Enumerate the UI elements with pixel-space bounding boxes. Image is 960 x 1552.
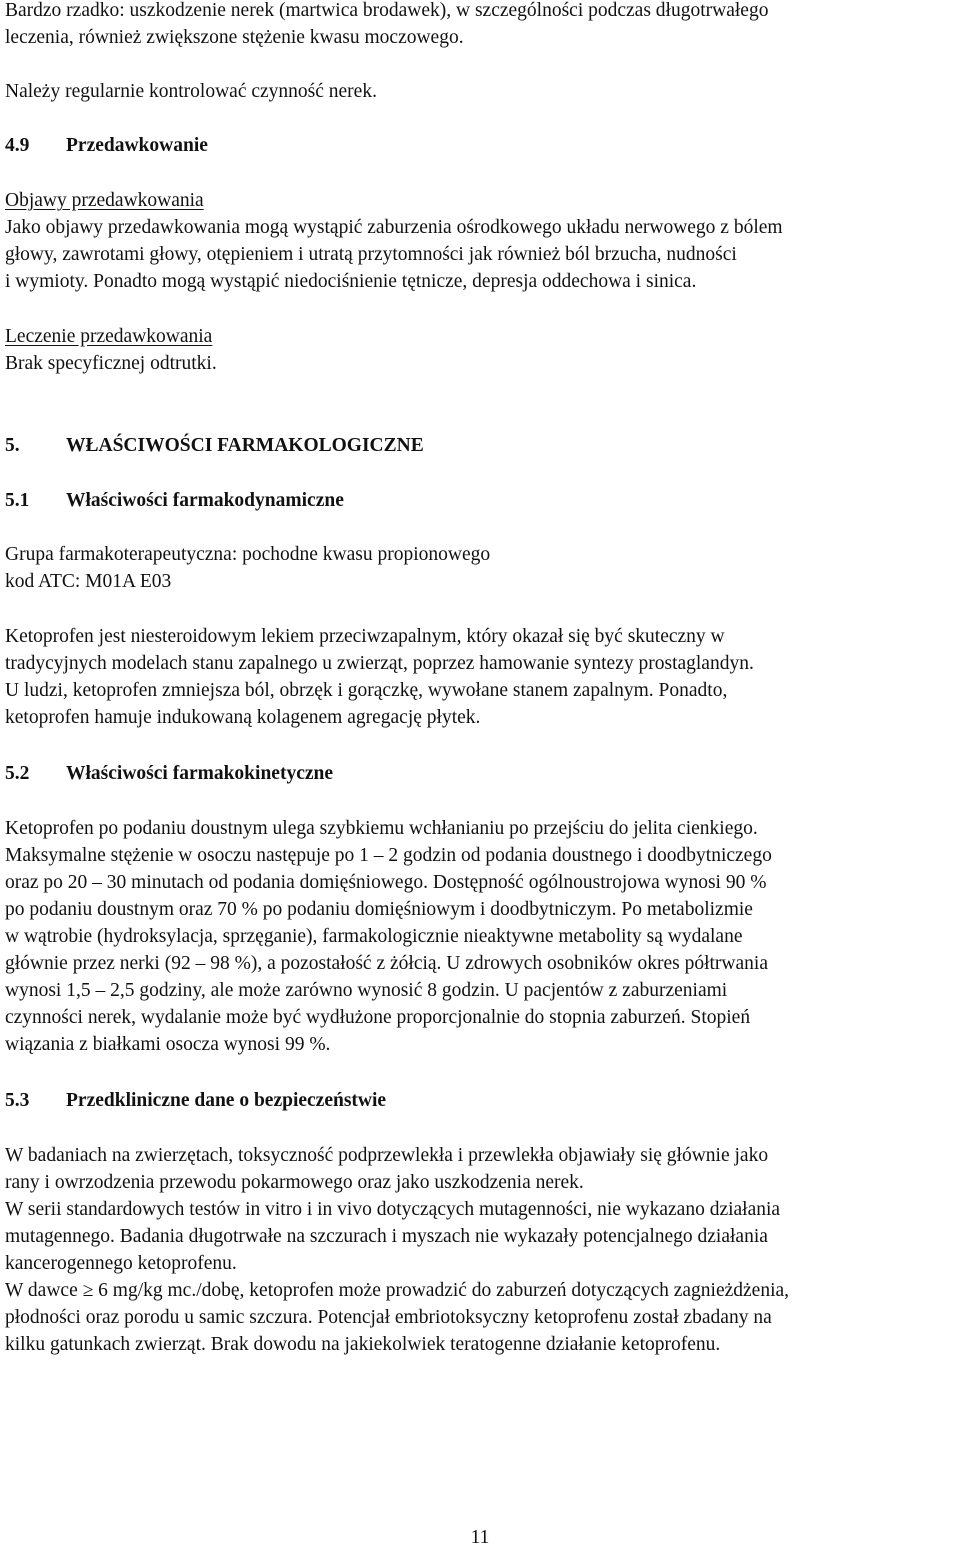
section-heading-4-9 (5, 132, 208, 159)
section-number: 5.3 (5, 1090, 30, 1111)
paragraph-line: W dawce ≥ 6 mg/kg mc./dobę, ketoprofen może prowadzić do zaburzeń dotyczących zagnieżdżenia, (5, 1280, 790, 1301)
paragraph-line: wynosi 1,5 – 2,5 godziny, ale może zarówno wynosić 8 godzin. U pacjentów z zaburzeniami (5, 980, 728, 1001)
section-title: Właściwości farmakodynamiczne (66, 490, 344, 511)
paragraph-line: Maksymalne stężenie w osoczu następuje po 1 – 2 godzin od podania doustnego i doodbytniczego (5, 845, 772, 866)
subheading-symptoms: Objawy przedawkowania (5, 190, 204, 211)
paragraph-line: po podaniu doustnym oraz 70 % po podaniu domięśniowym i doodbytniczym. Po metabolizmie (5, 899, 753, 920)
paragraph-line: W badaniach na zwierzętach, toksyczność podprzewlekła i przewlekła objawiały się głównie jako (5, 1145, 769, 1166)
paragraph-line: głowy, zawrotami głowy, otępieniem i utratą przytomności jak również ból brzucha, nudności (5, 244, 737, 265)
paragraph-line: kancerogennego ketoprofenu. (5, 1253, 237, 1274)
paragraph-line: Ketoprofen po podaniu doustnym ulega szybkiemu wchłanianiu po przejściu do jelita cienkiego. (5, 818, 758, 839)
paragraph-line: Ketoprofen jest niesteroidowym lekiem przeciwzapalnym, który okazał się być skuteczny w (5, 626, 725, 647)
section-title: Właściwości farmakokinetyczne (66, 763, 334, 784)
section-title: Przedkliniczne dane o bezpieczeństwie (66, 1090, 387, 1111)
intro-line: leczenia, również zwiększone stężenie kwasu moczowego. (5, 27, 464, 48)
paragraph-line: wiązania z białkami osocza wynosi 99 %. (5, 1034, 331, 1055)
paragraph-line: W serii standardowych testów in vitro i in vivo dotyczących mutagenności, nie wykazano działania (5, 1199, 781, 1220)
section-title: WŁAŚCIWOŚCI FARMAKOLOGICZNE (66, 435, 424, 456)
section-heading-5-1 (5, 487, 344, 514)
section-heading-5-3 (5, 1087, 386, 1114)
paragraph-line: Jako objawy przedawkowania mogą wystąpić zaburzenia ośrodkowego układu nerwowego z bólem (5, 217, 783, 238)
paragraph-line: Grupa farmakoterapeutyczna: pochodne kwasu propionowego (5, 544, 491, 565)
subheading-treatment: Leczenie przedawkowania (5, 326, 213, 347)
section-heading-5 (5, 432, 424, 459)
paragraph-line: głównie przez nerki (92 – 98 %), a pozostałość z żółcią. U zdrowych osobników okres półtrwania (5, 953, 768, 974)
paragraph-line: płodności oraz porodu u samic szczura. Potencjał embriotoksyczny ketoprofenu został zbadany na (5, 1307, 772, 1328)
paragraph-line: i wymioty. Ponadto mogą wystąpić niedociśnienie tętnicze, depresja oddechowa i sinica. (5, 271, 697, 292)
paragraph-line: rany i owrzodzenia przewodu pokarmowego oraz jako uszkodzenia nerek. (5, 1172, 584, 1193)
paragraph-line: kod ATC: M01A E03 (5, 571, 172, 592)
section-number: 4.9 (5, 135, 30, 156)
section-number: 5.2 (5, 763, 30, 784)
paragraph-line: U ludzi, ketoprofen zmniejsza ból, obrzęk i gorączkę, wywołane stanem zapalnym. Ponadto, (5, 680, 728, 701)
paragraph-line: czynności nerek, wydalanie może być wydłużone proporcjonalnie do stopnia zaburzeń. Stopień (5, 1007, 751, 1028)
section-number: 5.1 (5, 490, 30, 511)
paragraph-line: w wątrobie (hydroksylacja, sprzęganie), farmakologicznie nieaktywne metabolity są wydalane (5, 926, 743, 947)
paragraph-line: oraz po 20 – 30 minutach od podania domięśniowego. Dostępność ogólnoustrojowa wynosi 90 % (5, 872, 767, 893)
intro-line: Należy regularnie kontrolować czynność nerek. (5, 81, 377, 102)
section-number: 5. (5, 435, 20, 456)
paragraph-line: kilku gatunkach zwierząt. Brak dowodu na jakiekolwiek teratogenne działanie ketoprofenu. (5, 1334, 721, 1355)
paragraph-line: ketoprofen hamuje indukowaną kolagenem agregację płytek. (5, 707, 481, 728)
paragraph-line: mutagennego. Badania długotrwałe na szczurach i myszach nie wykazały potencjalnego działania (5, 1226, 768, 1247)
paragraph-line: tradycyjnych modelach stanu zapalnego u zwierząt, poprzez hamowanie syntezy prostaglandyn. (5, 653, 754, 674)
page-number: 11 (470, 1527, 490, 1548)
section-heading-5-2 (5, 760, 333, 787)
section-title: Przedawkowanie (66, 135, 208, 156)
intro-line: Bardzo rzadko: uszkodzenie nerek (martwica brodawek), w szczególności podczas długotrwałego (5, 0, 769, 21)
paragraph-line: Brak specyficznej odtrutki. (5, 353, 217, 374)
